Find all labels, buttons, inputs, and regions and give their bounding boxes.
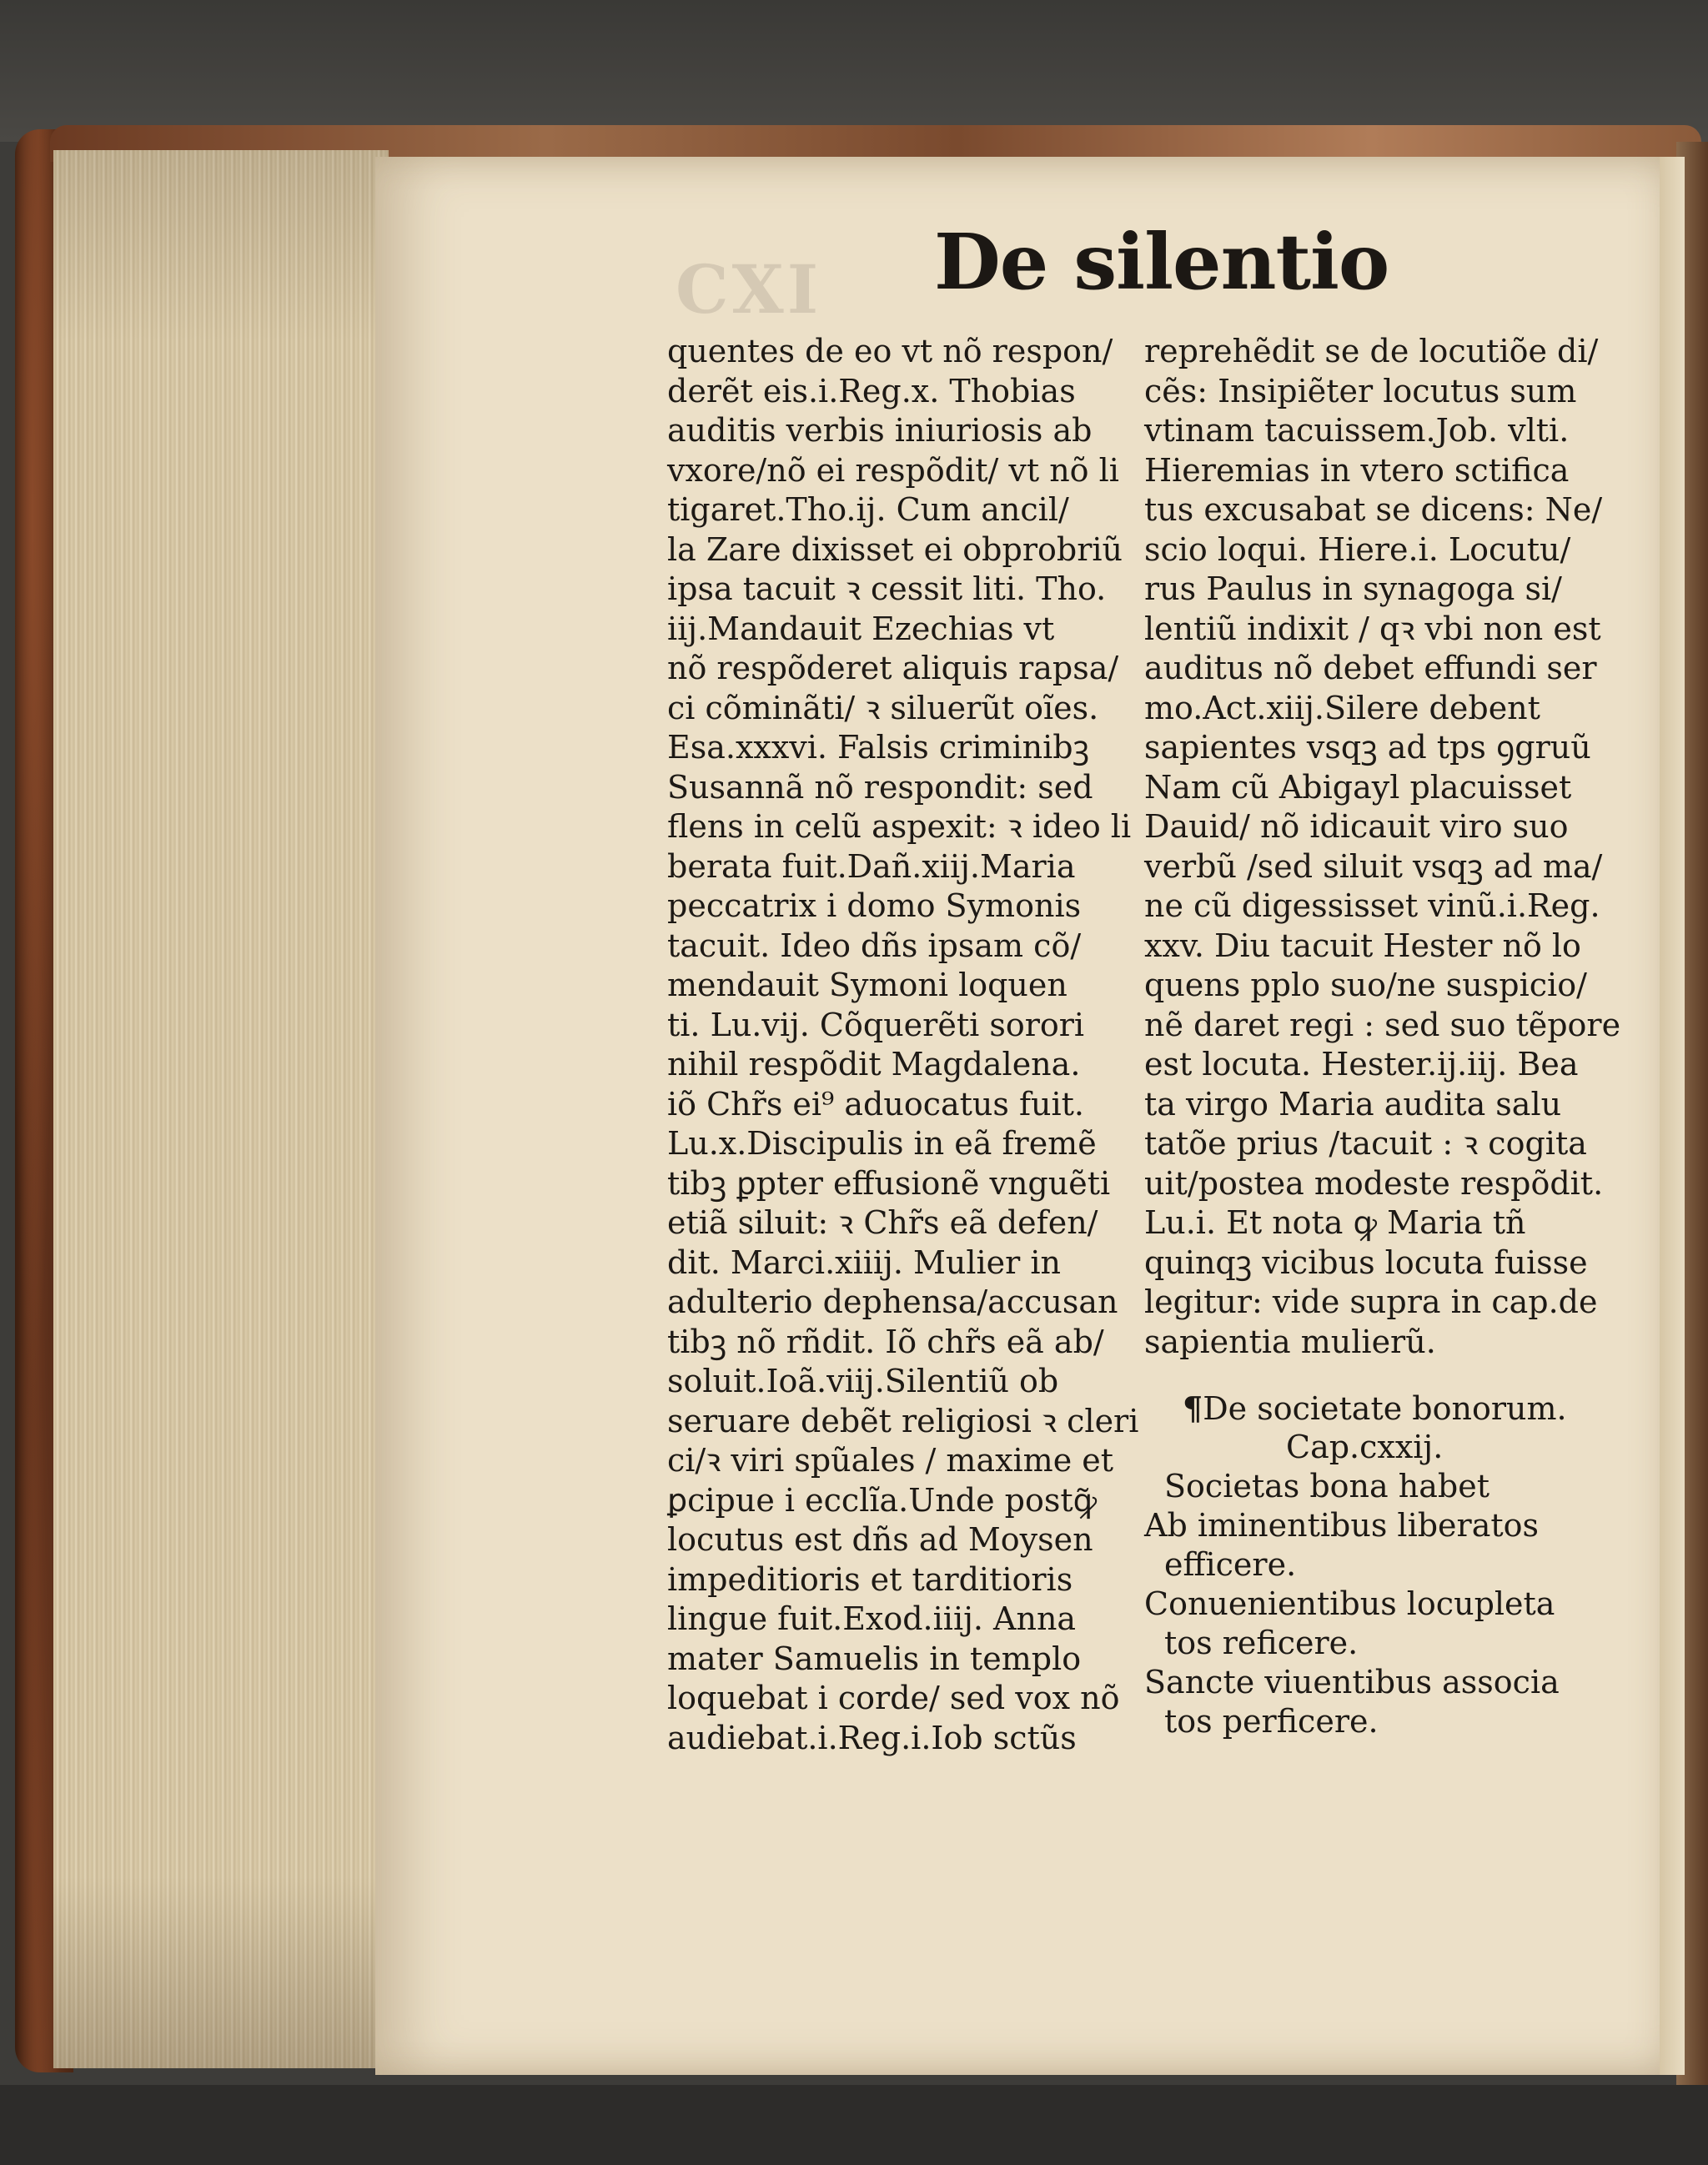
text-line: tus excusabat se dicens: Ne/ <box>1144 491 1603 528</box>
section-line: Ab iminentibus liberatos <box>1144 1507 1540 1544</box>
text-line: Lu.i. Et nota ꝙ Maria tñ <box>1144 1204 1526 1241</box>
section-line: Societas bona habet <box>1164 1468 1489 1504</box>
page-gutter <box>1660 157 1685 2075</box>
chapter-section <box>1144 1389 1567 1741</box>
text-line: etiã siluit: ꝛ Chr̃s eã defen/ <box>667 1204 1098 1241</box>
text-line: mater Samuelis in templo <box>667 1640 1082 1677</box>
text-line: Susannã nõ respondit: sed <box>667 768 1093 806</box>
text-line: flens in celũ aspexit: ꝛ ideo li <box>667 808 1132 845</box>
text-line: quinqꝫ vicibus locuta fuisse <box>1144 1243 1588 1281</box>
text-line: dit. Marci.xiiij. Mulier in <box>667 1243 1062 1281</box>
section-line: Conuenientibus locupleta <box>1144 1585 1555 1622</box>
text-line: ti. Lu.vij. Cõquerẽti sorori <box>667 1006 1085 1043</box>
text-line: vtinam tacuissem.Job. vlti. <box>1144 412 1570 449</box>
text-line: tacuit. Ideo dñs ipsam cõ/ <box>667 927 1082 964</box>
text-line: nẽ daret regi : sed suo tẽpore <box>1144 1006 1621 1043</box>
running-head: De silentio <box>934 217 1389 307</box>
text-line: ci cõminãti/ ꝛ siluerũt oĩes. <box>667 689 1099 726</box>
text-line: Nam cũ Abigayl placuisset <box>1144 768 1572 806</box>
text-line: ꝑcipue i ecclĩa.Unde postꝙ̃ <box>667 1481 1098 1519</box>
left-text-column <box>667 332 1138 1758</box>
section-heading <box>1144 1389 1567 1428</box>
text-line: seruare debẽt religiosi ꝛ cleri <box>667 1402 1139 1439</box>
section-line: tos reficere. <box>1164 1625 1359 1661</box>
text-line: peccatrix i domo Symonis <box>667 887 1082 924</box>
section-line: tos perficere. <box>1164 1703 1379 1740</box>
text-line: verbũ /sed siluit vsqꝫ ad ma/ <box>1144 847 1603 885</box>
text-line: tigaret.Tho.ij. Cum ancil/ <box>667 491 1069 528</box>
text-line: impeditioris et tarditioris <box>667 1560 1073 1598</box>
text-line: Dauid/ nõ idicauit viro suo <box>1144 808 1569 845</box>
text-line: ci/ꝛ viri spũales / maxime et <box>667 1442 1114 1479</box>
section-title: De societate bonorum. <box>1203 1390 1567 1427</box>
text-line: est locuta. Hester.ij.iij. Bea <box>1144 1046 1579 1082</box>
text-line: iõ Chr̃s ei⁹ aduocatus fuit. <box>667 1085 1084 1123</box>
text-line: vxore/nõ ei respõdit/ vt nõ li <box>667 451 1119 489</box>
text-line: tibꝫ nõ rñdit. Iõ chr̃s eã ab/ <box>667 1323 1104 1360</box>
text-line: sapientia mulierũ. <box>1144 1323 1436 1360</box>
chapter-number: Cap.cxxij. <box>1286 1429 1444 1465</box>
text-line: la Zare dixisset ei obprobriũ <box>667 530 1123 568</box>
background-top <box>0 0 1708 142</box>
section-line: efficere. <box>1164 1546 1297 1583</box>
text-line: xxv. Diu tacuit Hester nõ lo <box>1144 927 1581 964</box>
text-line: Hieremias in vtero sctifica <box>1144 451 1570 489</box>
text-line: berata fuit.Dañ.xiij.Maria <box>667 847 1076 885</box>
text-line: Lu.x.Discipulis in eã fremẽ <box>667 1125 1097 1162</box>
text-line: uit/postea modeste respõdit. <box>1144 1164 1604 1202</box>
pilcrow-mark: ¶ <box>1183 1389 1203 1427</box>
section-line: Sancte viuentibus associa <box>1144 1664 1560 1700</box>
right-text-column <box>1144 332 1620 1362</box>
text-line: ne cũ digessisset vinũ.i.Reg. <box>1144 887 1600 924</box>
text-line: lingue fuit.Exod.iiij. Anna <box>667 1600 1077 1637</box>
text-line: tatõe prius /tacuit : ꝛ cogita <box>1144 1125 1587 1162</box>
text-line: quentes de eo vt nõ respon/ <box>667 333 1113 369</box>
text-line: lentiũ indixit / qꝛ vbi non est <box>1144 610 1601 647</box>
bleed-through-text: CXI <box>676 250 822 329</box>
text-line: nihil respõdit Magdalena. <box>667 1046 1081 1082</box>
text-line: Esa.xxxvi. Falsis criminibꝫ <box>667 729 1090 766</box>
text-line: ipsa tacuit ꝛ cessit liti. Tho. <box>667 570 1107 607</box>
text-line: scio loqui. Hiere.i. Locutu/ <box>1144 530 1571 568</box>
text-line: mo.Act.xiij.Silere debent <box>1144 689 1540 726</box>
text-line: ta virgo Maria audita salu <box>1144 1085 1562 1123</box>
text-line: nõ respõderet aliquis rapsa/ <box>667 650 1119 686</box>
text-line: auditus nõ debet effundi ser <box>1144 650 1597 686</box>
text-line: cẽs: Insipiẽter locutus sum <box>1144 372 1577 409</box>
text-line: locutus est dñs ad Moysen <box>667 1521 1093 1558</box>
text-line: adulterio dephensa/accusan <box>667 1283 1118 1320</box>
text-line: tibꝫ ꝑpter effusionẽ vnguẽti <box>667 1164 1111 1202</box>
text-line: rus Paulus in synagoga si/ <box>1144 570 1562 607</box>
text-line: legitur: vide supra in cap.de <box>1144 1283 1598 1320</box>
text-line: soluit.Ioã.viij.Silentiũ ob <box>667 1363 1059 1399</box>
text-line: reprehẽdit se de locutiõe di/ <box>1144 333 1599 369</box>
background-bottom <box>0 2085 1708 2165</box>
text-line: loquebat i corde/ sed vox nõ <box>667 1680 1120 1716</box>
text-line: audiebat.i.Reg.i.Iob sctũs <box>667 1719 1077 1756</box>
text-line: derẽt eis.i.Reg.x. Thobias <box>667 372 1076 409</box>
page-edges-shadow <box>53 150 387 2068</box>
text-line: quens pplo suo/ne suspicio/ <box>1144 967 1587 1003</box>
text-line: mendauit Symoni loquen <box>667 967 1068 1003</box>
text-line: sapientes vsqꝫ ad tps ꝯgruũ <box>1144 729 1591 766</box>
text-line: iij.Mandauit Ezechias vt <box>667 610 1055 647</box>
text-line: auditis verbis iniuriosis ab <box>667 412 1093 449</box>
